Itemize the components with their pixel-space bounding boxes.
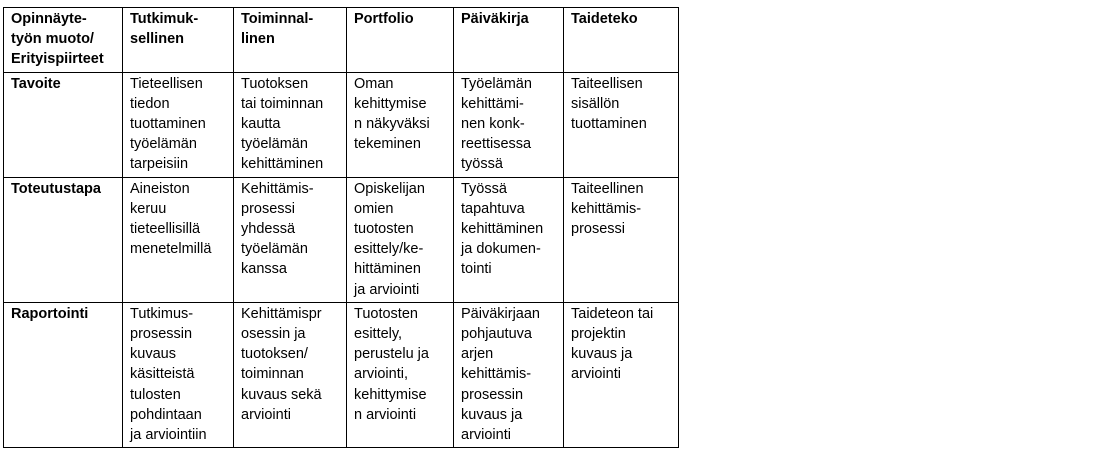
table-cell: Kehittämis- prosessi yhdessä työelämän kanssa bbox=[234, 177, 347, 302]
row-label: Toteutustapa bbox=[4, 177, 123, 302]
row-label: Raportointi bbox=[4, 302, 123, 447]
table-header-row bbox=[4, 8, 679, 73]
table-cell: Taiteellisen sisällön tuottaminen bbox=[564, 72, 679, 177]
header-cell-portfolio: Portfolio bbox=[347, 8, 454, 73]
header-cell-tutkimuksellinen: Tutkimuk- sellinen bbox=[123, 8, 234, 73]
row-label: Tavoite bbox=[4, 72, 123, 177]
table-row-raportointi bbox=[4, 302, 679, 447]
table-cell: Taiteellinen kehittämis- prosessi bbox=[564, 177, 679, 302]
table-cell: Opiskelijan omien tuotosten esittely/ke- hittäminen ja arviointi bbox=[347, 177, 454, 302]
table-cell: Oman kehittymise n näkyväksi tekeminen bbox=[347, 72, 454, 177]
header-cell-paivakirja: Päiväkirja bbox=[454, 8, 564, 73]
table-cell: Tutkimus- prosessin kuvaus käsitteistä tulosten pohdintaan ja arviointiin bbox=[123, 302, 234, 447]
header-cell-toiminnallinen: Toiminnal- linen bbox=[234, 8, 347, 73]
table-cell: Työelämän kehittämi- nen konk- reettisessa työssä bbox=[454, 72, 564, 177]
table-cell: Tuotoksen tai toiminnan kautta työelämän kehittäminen bbox=[234, 72, 347, 177]
table-cell: Aineiston keruu tieteellisillä menetelmillä bbox=[123, 177, 234, 302]
table-cell: Tuotosten esittely, perustelu ja arviointi, kehittymise n arviointi bbox=[347, 302, 454, 447]
header-cell-corner: Opinnäyte- työn muoto/ Erityispiirteet bbox=[4, 8, 123, 73]
header-cell-taideteko: Taideteko bbox=[564, 8, 679, 73]
table-cell: Päiväkirjaan pohjautuva arjen kehittämis- prosessin kuvaus ja arviointi bbox=[454, 302, 564, 447]
table-cell: Kehittämispr osessin ja tuotoksen/ toiminnan kuvaus sekä arviointi bbox=[234, 302, 347, 447]
thesis-types-table bbox=[3, 7, 679, 448]
table-cell: Tieteellisen tiedon tuottaminen työelämän tarpeisiin bbox=[123, 72, 234, 177]
table-cell: Taideteon tai projektin kuvaus ja arviointi bbox=[564, 302, 679, 447]
table-row-toteutustapa bbox=[4, 177, 679, 302]
table-row-tavoite bbox=[4, 72, 679, 177]
table-cell: Työssä tapahtuva kehittäminen ja dokumen- tointi bbox=[454, 177, 564, 302]
